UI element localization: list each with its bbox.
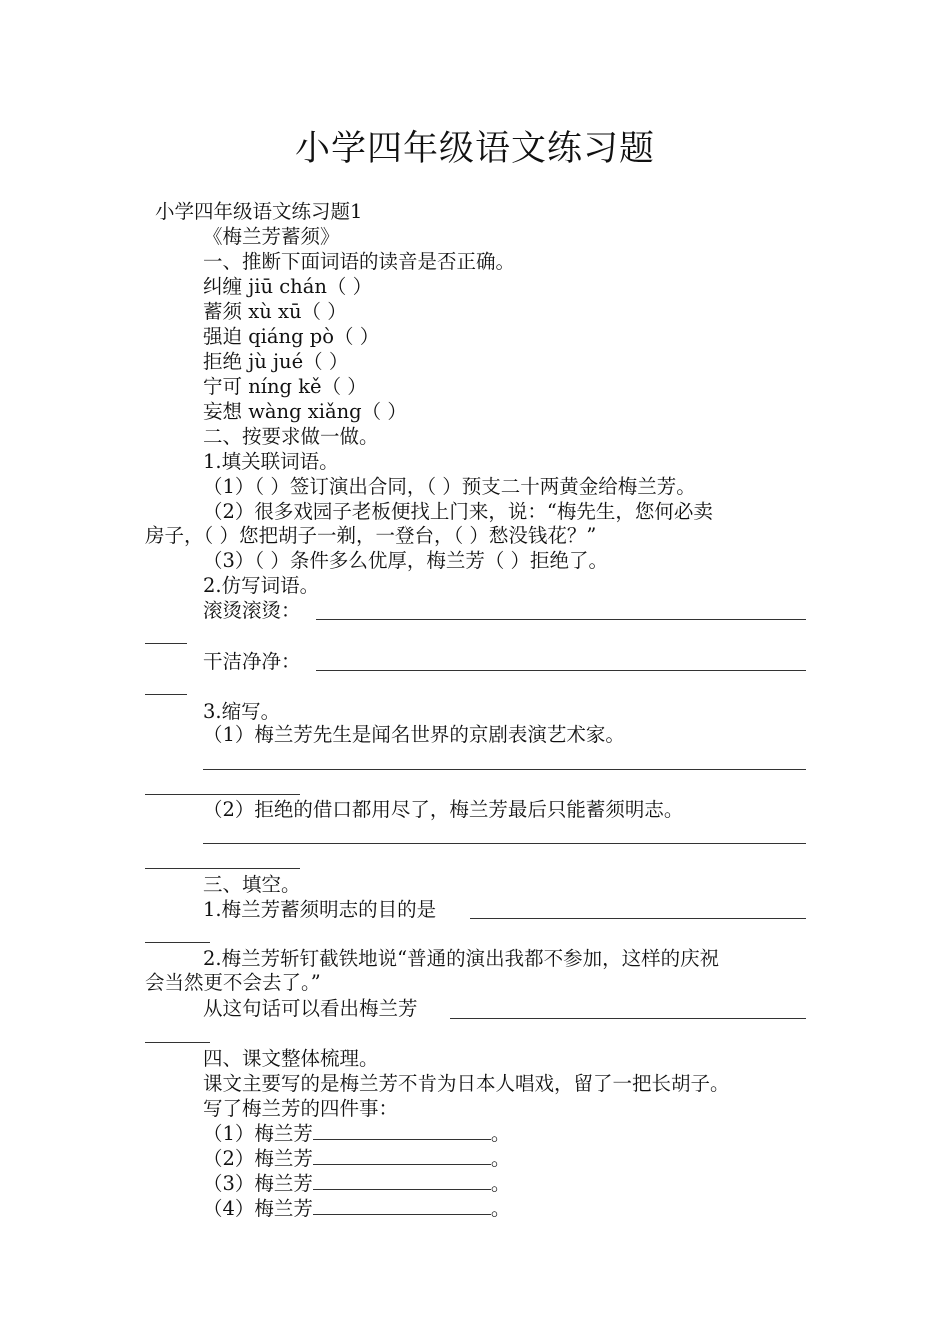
pinyin-item: 纠缠 jiū chán（ ） xyxy=(203,275,373,298)
question-line: 写了梅兰芳的四件事： xyxy=(203,1097,399,1120)
question-line: （2）很多戏园子老板便找上门来，说：“梅先生，您何必卖 xyxy=(203,500,713,523)
pinyin-item: 妄想 wàng xiǎng（ ） xyxy=(203,400,407,423)
answer-blank[interactable] xyxy=(313,1214,491,1215)
pinyin-item: 强迫 qiáng pò（ ） xyxy=(203,325,380,348)
event-item: （4）梅兰芳 。 xyxy=(203,1197,511,1220)
section-1-heading: 一、推断下面词语的读音是否正确。 xyxy=(203,250,516,273)
question-line: 课文主要写的是梅兰芳不肯为日本人唱戏，留了一把长胡子。 xyxy=(203,1072,730,1095)
question-line: 会当然更不会去了。” xyxy=(145,971,321,994)
question-line: 1.梅兰芳蓄须明志的目的是 xyxy=(203,898,437,921)
word-label: 干洁净净： xyxy=(203,650,301,673)
pinyin-item: 拒绝 jù jué（ ） xyxy=(203,350,349,373)
event-item: （3）梅兰芳 。 xyxy=(203,1172,511,1195)
answer-blank[interactable] xyxy=(313,1139,491,1140)
question-line: 从这句话可以看出梅兰芳 xyxy=(203,997,418,1020)
answer-blank[interactable] xyxy=(313,1164,491,1165)
answer-line[interactable] xyxy=(316,670,806,671)
section-2-heading: 二、按要求做一做。 xyxy=(203,425,379,448)
answer-line[interactable] xyxy=(203,843,806,844)
subsection-heading: 1.填关联词语。 xyxy=(203,450,339,473)
page-title: 小学四年级语文练习题 xyxy=(294,129,655,169)
section-3-heading: 三、填空。 xyxy=(203,873,301,896)
pinyin-item: 蓄须 xù xū（ ） xyxy=(203,300,347,323)
answer-line[interactable] xyxy=(450,1018,806,1019)
answer-line[interactable] xyxy=(316,619,806,620)
subsection-heading: 3.缩写。 xyxy=(203,700,281,723)
question-line: 2.梅兰芳斩钉截铁地说“普通的演出我都不参加，这样的庆祝 xyxy=(203,947,720,970)
lesson-title: 《梅兰芳蓄须》 xyxy=(203,225,340,248)
event-item: （1）梅兰芳 。 xyxy=(203,1122,511,1145)
answer-line[interactable] xyxy=(145,643,187,644)
exercise-subtitle: 小学四年级语文练习题1 xyxy=(155,200,363,223)
question-line: （2）拒绝的借口都用尽了，梅兰芳最后只能蓄须明志。 xyxy=(203,798,684,821)
question-line: （1）（ ）签订演出合同，（ ）预支二十两黄金给梅兰芳。 xyxy=(203,475,696,498)
section-4-heading: 四、课文整体梳理。 xyxy=(203,1047,379,1070)
answer-line[interactable] xyxy=(145,868,300,869)
word-label: 滚烫滚烫： xyxy=(203,599,301,622)
question-line: 房子，（ ）您把胡子一剃，一登台，（ ）愁没钱花？” xyxy=(145,524,597,547)
answer-line[interactable] xyxy=(145,794,300,795)
answer-line[interactable] xyxy=(145,694,187,695)
subsection-heading: 2.仿写词语。 xyxy=(203,574,320,597)
question-line: （3）（ ）条件多么优厚，梅兰芳（ ）拒绝了。 xyxy=(203,549,609,572)
answer-line[interactable] xyxy=(203,769,806,770)
question-line: （1）梅兰芳先生是闻名世界的京剧表演艺术家。 xyxy=(203,723,625,746)
answer-line[interactable] xyxy=(145,1042,210,1043)
pinyin-item: 宁可 níng kě（ ） xyxy=(203,375,367,398)
answer-line[interactable] xyxy=(145,942,210,943)
answer-line[interactable] xyxy=(470,918,806,919)
event-item: （2）梅兰芳 。 xyxy=(203,1147,511,1170)
answer-blank[interactable] xyxy=(313,1189,491,1190)
